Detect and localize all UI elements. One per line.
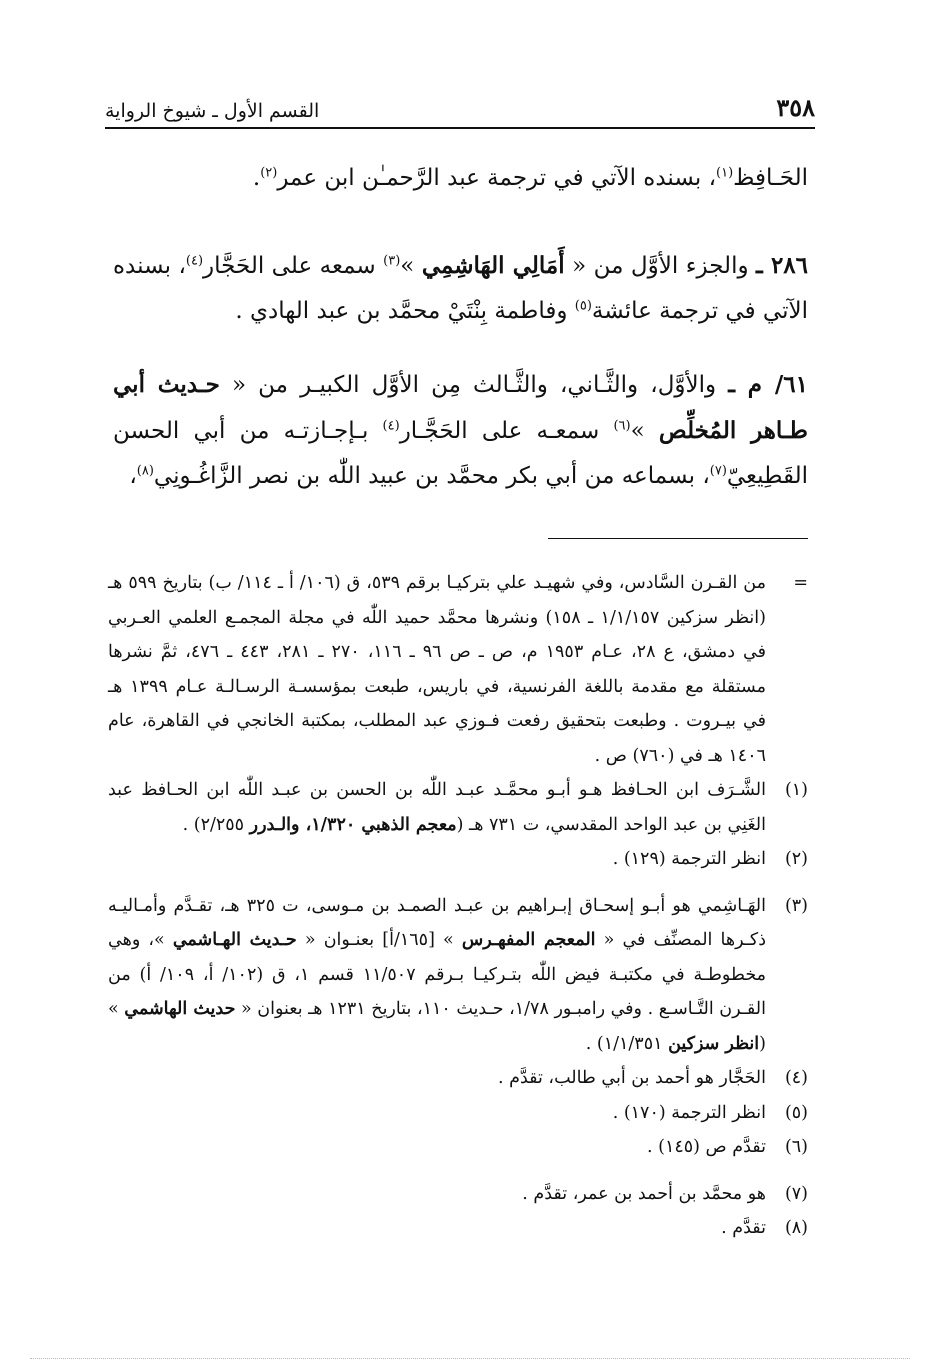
text-run: ٢/٢٥٥) .: [182, 814, 250, 835]
citation: انظر سزكين: [668, 1033, 760, 1054]
footnote-continuation: [108, 566, 808, 773]
text-run: ١/١/٣٥١) .: [585, 1033, 669, 1054]
text-run: بـإجـازتـه من أبي الحسن القَطِيعِيّ: [113, 418, 808, 489]
header-rule: [105, 127, 815, 129]
footnote-ref: (٢): [260, 165, 278, 181]
text-run: الشَّـرَف ابن الحـافظ هـو أبـو محمَّـد عبـد اللّٰه بن الحسن بن عبـد اللّٰه ابن الحـافظ عبد الغَنِي بن عبد الواحد المقدسي، ت ٧٣١ هـ (: [108, 780, 766, 835]
text-run: .: [252, 165, 261, 191]
text-run: ، بسنده الآتي في ترجمة عبد الرَّحمـٰن ابن عمر: [277, 165, 717, 191]
text-run: الحَـافِظ: [733, 165, 808, 191]
footnote-ref: (٦): [613, 418, 631, 434]
text-run: سمعه على الحَجَّار: [203, 253, 384, 279]
footnotes: [108, 566, 808, 1246]
work-title: حـديث أبي طـاهر المُخلِّص: [113, 371, 808, 444]
footnote-3: [108, 889, 808, 1062]
citation: المعجم المفهـرس: [461, 930, 596, 950]
footnote-ref: (٤): [382, 418, 400, 434]
text-run: ، بسماعه من أبي بكر محمَّد بن عبيد اللّٰه بن نصر الزَّاغُـونِي: [153, 463, 710, 489]
footnote-ref: (٧): [709, 463, 727, 479]
footnote-ref: (٨): [136, 463, 154, 479]
text-run: سمعـه على الحَجَّـار: [399, 418, 614, 444]
footnote-text: [108, 773, 766, 842]
text-run: ،: [129, 463, 137, 489]
footnote-text: تقدَّم ص (١٤٥) .: [646, 1137, 766, 1157]
text-run: ، بسنده الآتي في ترجمة عائشة: [113, 253, 808, 324]
footnote-4: [108, 1061, 808, 1096]
footnote-marker: (٤): [784, 1068, 808, 1088]
footnote-text: من القـرن السَّادس، وفي شهيـد علي بتركيـا برقم ٥٣٩، ق (١٠٦/ أ ـ ١١٤/ ب) بتاريخ ٥٩٩ هـ (انظر سزكين ١/١/١٥٧ ـ ١٥٨) ونشرها محمَّد حميد اللّٰه في مجلة المجمـع العلمي العـربي في دمشق، ع ٢٨، عـام ١٩٥٣ م، ص ـ ص ٩٦ ـ ١١٦، ٢٧٠ ـ ٢٨١، ٤٤٣ ـ ٤٧٦، ثمَّ نشرها مستقلة مع مقدمة باللغة الفرنسية، في باريس، طبعت بمؤسسـة الرسـالـة عـام ١٣٩٩ هـ في بيـروت . وطبعت بتحقيق رفعت فـوزي عبد المطلب، بمكتبة الخانجي في القاهرة، عام ١٤٠٦ هـ في (٧٦٠) ص .: [108, 573, 766, 766]
page-number: ٣٥٨: [776, 93, 815, 122]
paragraph-continuation: [113, 156, 808, 201]
footnote-text: [108, 889, 766, 1062]
text-run: »: [630, 418, 659, 444]
footnote-text: انظر الترجمة (١٢٩) .: [612, 849, 766, 869]
footnote-text: تقدَّم .: [721, 1218, 766, 1238]
citation: حديث الهاشمي: [124, 999, 236, 1019]
citation: حـديث الهـاشمي: [172, 930, 297, 950]
footnote-marker: (٥): [784, 1102, 808, 1123]
footnote-8: [108, 1211, 808, 1246]
text-run: »: [400, 253, 422, 279]
work-title: أَمَالِي الهَاشِمِي: [421, 252, 565, 279]
footnote-marker: (٣): [784, 895, 808, 916]
text-run: وفاطمة بِنْتَيْ محمَّد بن عبد الهادي .: [235, 298, 575, 324]
entry-number: ٢٨٦ ـ: [756, 252, 808, 279]
text-run: » (: [108, 999, 766, 1054]
footnote-ref: (٥): [574, 298, 592, 314]
footnote-7: [108, 1177, 808, 1212]
footnote-marker: =: [793, 573, 808, 593]
footnote-2: [108, 842, 808, 877]
citation: معجم الذهبي ١/٣٢٠، والـدرر: [249, 814, 457, 835]
footnote-marker: (٧): [784, 1183, 808, 1204]
footnote-ref: (٤): [185, 253, 204, 269]
footnote-marker: (٦): [784, 1137, 808, 1157]
running-title: القسم الأول ـ شيوخ الرواية: [105, 100, 320, 122]
text-run: »، وهي مخطوطـة في مكتبـة فيض اللّٰه بتـركيـا بـرقم ١١/٥٠٧ قسم ١، ق (١٠٢/ أ، ١٠٩/ أ) من القـرن التَّـاسـع . وفي رامبـور ١/٧٨، حـديث ١١٠، بتاريخ ١٢٣١ هـ بعنوان «: [108, 930, 766, 1019]
footnote-ref: (٣): [383, 253, 401, 269]
entry-number: ٦١/ م ـ: [728, 371, 808, 398]
entry-61m: [113, 362, 808, 499]
text-run: والأوَّل، والثَّـاني، والثَّـالث مِن الأوَّل الكبيـر من «: [219, 372, 729, 398]
footnote-marker: (٢): [784, 849, 808, 869]
footnote-text: انظر الترجمة (١٧٠) .: [612, 1102, 766, 1123]
footnote-6: [108, 1130, 808, 1165]
footnote-separator: [548, 538, 808, 539]
footnote-text: هو محمَّد بن أحمد بن عمر، تقدَّم .: [522, 1183, 766, 1204]
footnote-ref: (١): [716, 165, 734, 181]
footnote-5: [108, 1096, 808, 1131]
footnote-marker: (٨): [784, 1218, 808, 1238]
footnote-marker: (١): [784, 780, 808, 800]
page-header: [105, 88, 815, 122]
text-run: والجزء الأوَّل من «: [564, 253, 757, 279]
text-run: » [١٦٥/أ] بعنـوان «: [296, 930, 462, 950]
entry-286: [113, 243, 808, 334]
scan-edge-noise: [30, 1358, 910, 1359]
footnote-text: الحَجَّار هو أحمد بن أبي طالب، تقدَّم .: [497, 1068, 766, 1088]
footnote-1: [108, 773, 808, 842]
text-run: الهَـاشِمي هو أبـو إسحـاق إبـراهيم بن عبـد الصمـد بن مـوسى، ت ٣٢٥ هـ، تقـدَّم وأمـاليـه ذكـرها المصنِّف في «: [108, 895, 766, 950]
